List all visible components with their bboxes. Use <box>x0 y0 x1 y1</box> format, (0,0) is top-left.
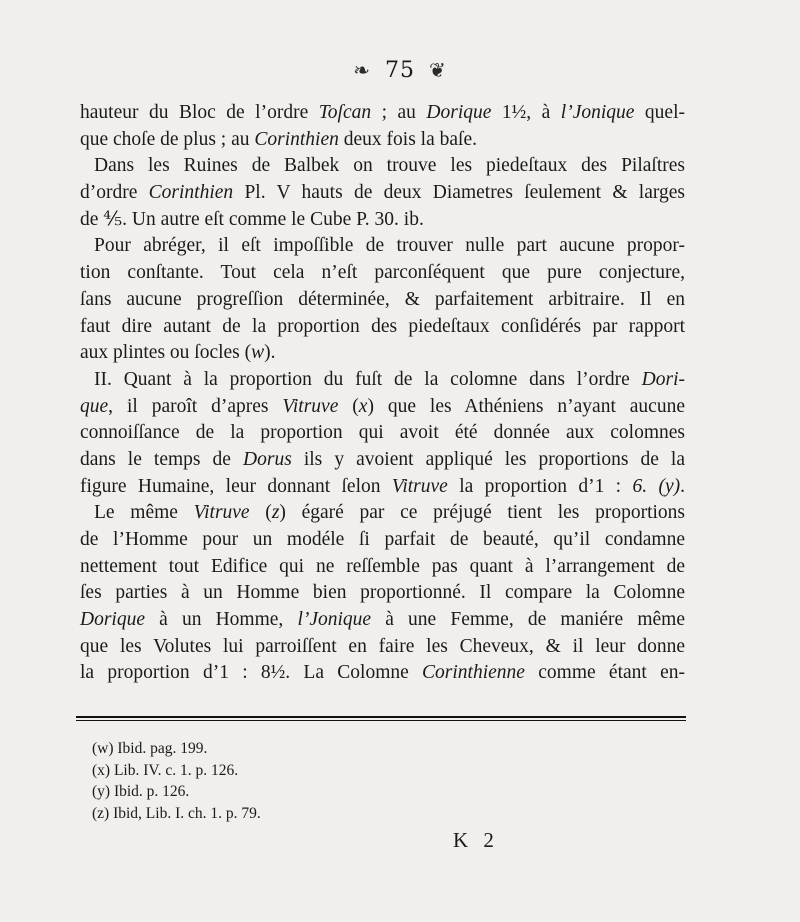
ornament-left-icon: ❧ <box>353 58 371 82</box>
italic-term: x <box>358 395 368 417</box>
text-line: Dans les Ruines de Balbek on trouve les piedeſtaux des Pilaſtres <box>94 155 685 177</box>
text-line: figure Humaine, leur donnant ſelon Vitruve la proportion d’1 : 6. (y). <box>80 475 685 497</box>
text-line: de ⅘. Un autre eſt comme le Cube P. 30. ib. <box>80 208 424 230</box>
text-line: hauteur du Bloc de l’ordre Toſcan ; au Dorique 1½, à l’Jonique quel- <box>80 102 685 123</box>
italic-term: Dorique <box>426 102 492 123</box>
text-line: ſans aucune progreſſion déterminée, & parfaitement arbitraire. Il en <box>80 288 685 310</box>
text-line: dans le temps de Dorus ils y avoient appliqué les proportions de la <box>80 448 685 470</box>
italic-term: Corinthien <box>148 182 234 204</box>
footnote-w: (w) Ibid. pag. 199. <box>92 740 208 757</box>
text-line: que, il paroît d’apres Vitruve (x) que les Athéniens n’ayant aucune <box>80 395 685 417</box>
text-line: de l’Homme pour un modéle ſi parfait de beauté, qu’il condamne <box>80 529 685 550</box>
italic-term: l’Jonique <box>297 609 372 631</box>
italic-term: Dorique <box>80 609 145 631</box>
italic-term: Dori- <box>641 368 685 390</box>
text-line: Dorique à un Homme, l’Jonique à une Femme, de maniére même <box>80 609 685 631</box>
text-line: que choſe de plus ; au Corinthien deux fois la baſe. <box>80 128 477 150</box>
italic-term: l’Jonique <box>560 102 635 123</box>
footnote-divider <box>76 716 686 721</box>
text-line: tion conſtante. Tout cela n’eſt parconſéquent que pure conjecture, <box>80 262 685 284</box>
text-line: la proportion d’1 : 8½. La Colomne Corinthienne comme étant en- <box>80 662 685 684</box>
footnote-z: (z) Ibid, Lib. I. ch. 1. p. 79. <box>92 804 261 822</box>
text-line: Pour abréger, il eſt impoſſible de trouver nulle part aucune propor- <box>94 235 685 257</box>
text-line: II. Quant à la proportion du fuſt de la colomne dans l’ordre Dori- <box>94 368 685 390</box>
italic-term: Vitruve <box>282 395 339 417</box>
italic-term: w <box>251 342 265 364</box>
ornament-right-icon: ❦ <box>429 58 447 82</box>
text-line: connoiſſance de la proportion qui avoit été donnée aux colomnes <box>80 422 685 444</box>
italic-term: Dorus <box>243 448 292 470</box>
text-line: aux plintes ou ſocles (w). <box>80 342 276 364</box>
italic-term: Vitruve <box>193 502 250 524</box>
text-line: Le même Vitruve (z) égaré par ce préjugé tient les proportions <box>94 502 685 524</box>
page-header <box>0 58 800 83</box>
italic-term: z <box>271 502 280 524</box>
italic-term: Toſcan <box>318 102 372 123</box>
text-line: nettement tout Edifice qui ne reſſemble pas quant à l’arrangement de <box>80 555 685 577</box>
text-line: ſes parties à un Homme bien proportionné. Il compare la Colomne <box>80 582 685 604</box>
italic-term: Corinthien <box>254 128 339 150</box>
text-line: que les Volutes lui parroiſſent en faire les Cheveux, & il leur donne <box>80 635 685 657</box>
footnote-x: (x) Lib. IV. c. 1. p. 126. <box>92 761 239 779</box>
italic-term: Corinthienne <box>422 662 525 684</box>
italic-term: 6. (y) <box>632 475 681 497</box>
italic-term: que <box>80 395 109 417</box>
signature-mark: K 2 <box>453 828 499 852</box>
italic-term: Vitruve <box>391 475 448 497</box>
text-line: d’ordre Corinthien Pl. V hauts de deux Diametres ſeulement & larges <box>80 182 686 204</box>
page-number: 75 <box>385 58 415 83</box>
main-text <box>80 100 685 687</box>
text-line: faut dire autant de la proportion des piedeſtaux conſidérés par rapport <box>80 315 685 337</box>
footnotes <box>92 738 492 824</box>
footnote-y: (y) Ibid. p. 126. <box>92 783 190 800</box>
